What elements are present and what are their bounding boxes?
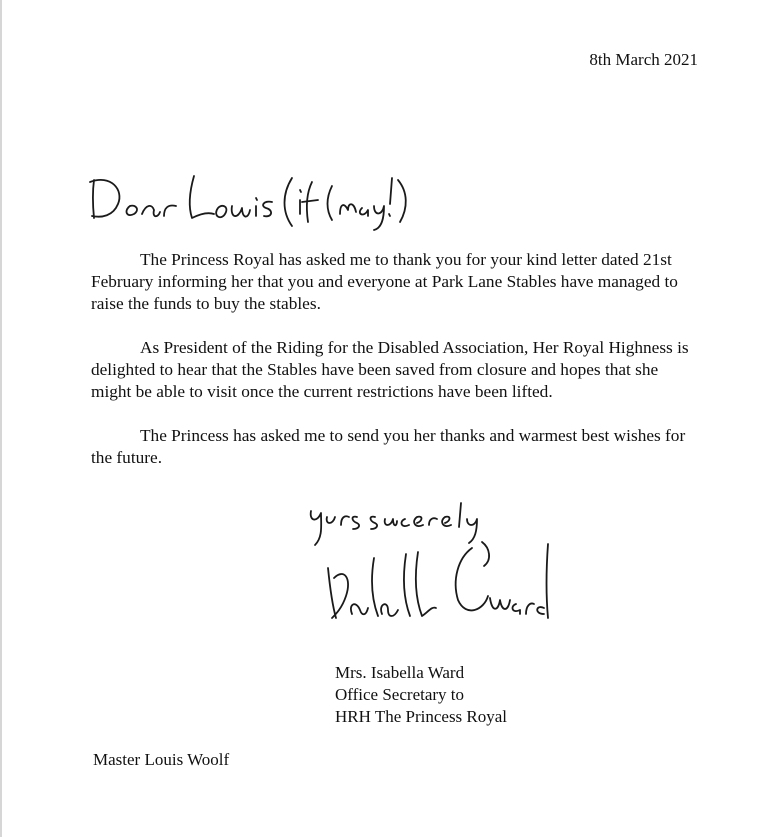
recipient-name: Master Louis Woolf <box>93 750 230 769</box>
paragraph-3: The Princess has asked me to send you her thanks and warmest best wishes for the future. <box>91 426 686 467</box>
sender-block <box>335 662 507 728</box>
closing-text <box>520 495 521 496</box>
salutation-text <box>416 160 417 161</box>
sender-name: Mrs. Isabella Ward <box>335 663 465 682</box>
salutation-handwriting <box>86 160 416 235</box>
page-edge <box>0 0 2 837</box>
handwritten-salutation <box>86 160 416 235</box>
letter-body <box>91 249 701 491</box>
paragraph-2: As President of the Riding for the Disabled Association, Her Royal Highness is delighted to hear that the Stables have been saved from closure and hopes that she might be able to visit once the current restrictions have been lifted. <box>91 338 689 401</box>
sender-office: HRH The Princess Royal <box>335 707 508 726</box>
paragraph-1: The Princess Royal has asked me to thank you for your kind letter dated 21st February informing her that you and everyone at Park Lane Stables have managed to raise the funds to buy the stables. <box>91 250 678 313</box>
sender-title: Office Secretary to <box>335 685 465 704</box>
signature-text <box>562 538 563 539</box>
signature-handwriting <box>322 538 562 628</box>
signature <box>322 538 562 628</box>
letter-date: 8th March 2021 <box>589 50 698 69</box>
